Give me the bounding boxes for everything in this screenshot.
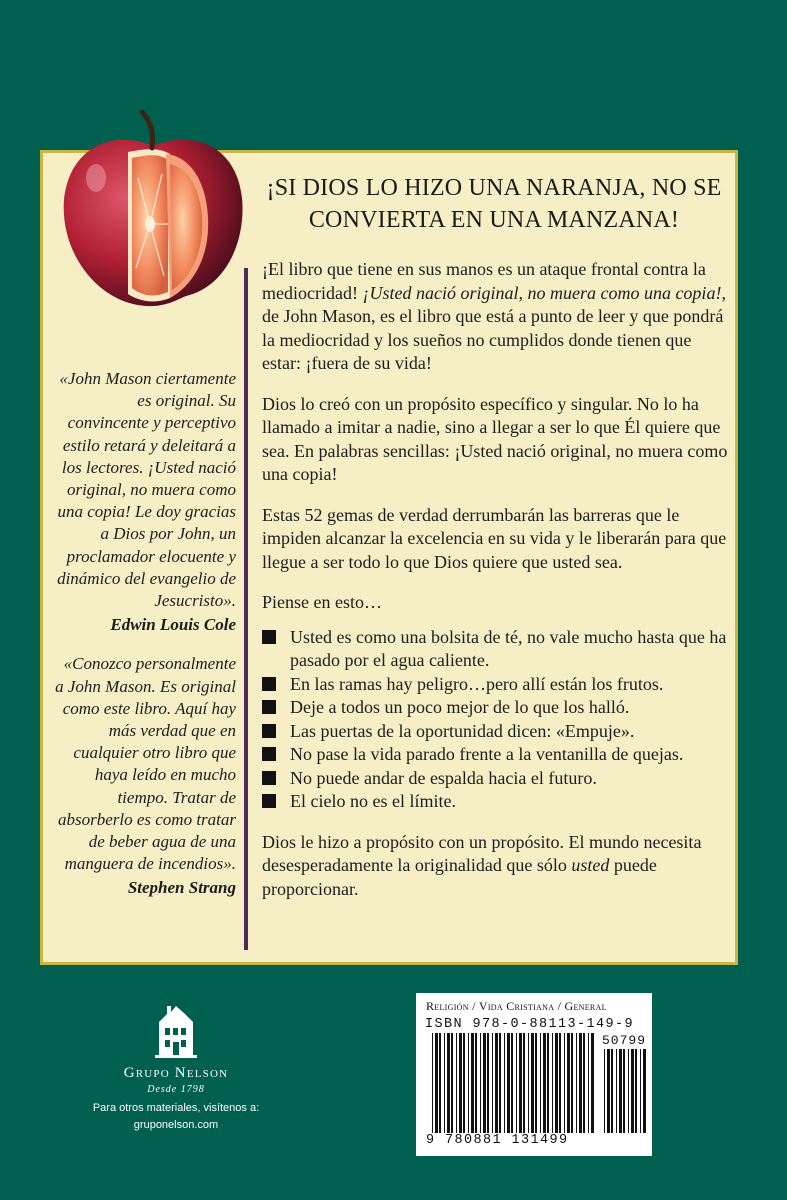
bullet-item: No pase la vida parado frente a la ventanilla de quejas. bbox=[262, 743, 732, 767]
barcode-bar bbox=[528, 1033, 529, 1133]
website-url: gruponelson.com bbox=[133, 1119, 219, 1131]
gems-paragraph: Estas 52 gemas de verdad derrumbarán las barreras que le impiden alcanzar la excelencia en su vida y le liberarán para que llegue a ser todo lo que Dios quiere que usted sea. bbox=[262, 504, 727, 572]
barcode-bar bbox=[635, 1049, 637, 1133]
barcode-bar bbox=[571, 1033, 573, 1133]
barcode-box bbox=[416, 993, 652, 1156]
barcode-bar bbox=[468, 1033, 469, 1133]
endorsement-quote: «John Mason ciertamente es original. Su convincente y perceptivo estilo retará y deleitará a los lectores. ¡Usted nació original, no muera como una copia! Le doy gracias a Dios por John, un proclamador elocuente y dinámico del evangelio de Jesucristo». bbox=[57, 369, 236, 611]
barcode-bar bbox=[535, 1033, 537, 1133]
barcode-bar bbox=[516, 1033, 517, 1133]
bullet-item: En las ramas hay peligro…pero allí están los frutos. bbox=[262, 673, 732, 697]
closing-paragraph: Dios le hizo a propósito con un propósito. El mundo necesita desesperadamente la originalidad que sólo usted puede proporcionar. bbox=[262, 831, 702, 899]
website-label: Para otros materiales, visítenos a: bbox=[92, 1102, 260, 1114]
bullet-item: El cielo no es el límite. bbox=[262, 790, 732, 814]
barcode-bar bbox=[628, 1049, 629, 1133]
barcode-bar bbox=[640, 1049, 641, 1133]
barcode-bar bbox=[492, 1033, 493, 1133]
barcode-bar bbox=[456, 1033, 457, 1133]
barcode-bar bbox=[588, 1033, 589, 1133]
barcode-bar bbox=[555, 1033, 558, 1133]
publisher-logo bbox=[92, 1000, 260, 1095]
barcode-bar bbox=[531, 1033, 534, 1133]
barcode-bar bbox=[583, 1033, 585, 1133]
barcode-bar bbox=[511, 1033, 513, 1133]
barcode-bar bbox=[451, 1033, 453, 1133]
purpose-paragraph: Dios lo creó con un propósito específico y singular. No lo ha llamado a imitar a nadie, sino a llegar a ser lo que Él quiere que sea. En palabras sencillas: ¡Usted nació original, no muera como una copia! bbox=[262, 393, 728, 484]
barcode-bar bbox=[507, 1033, 510, 1133]
publisher-since: Desde 1798 bbox=[147, 1084, 205, 1095]
barcode-bar bbox=[519, 1033, 522, 1133]
barcode-bar bbox=[499, 1033, 501, 1133]
barcode-bar bbox=[495, 1033, 498, 1133]
barcode-bar bbox=[540, 1033, 541, 1133]
barcode-bar bbox=[483, 1033, 486, 1133]
apple-orange-illustration bbox=[58, 108, 248, 308]
barcode-bar bbox=[616, 1049, 617, 1133]
bullet-list bbox=[262, 626, 732, 814]
description bbox=[262, 258, 732, 918]
barcode-bar bbox=[552, 1033, 553, 1133]
barcode-bar bbox=[564, 1033, 565, 1133]
barcode-bar bbox=[591, 1033, 594, 1133]
barcode-bar bbox=[576, 1033, 577, 1133]
barcode-bar bbox=[523, 1033, 525, 1133]
endorsement-quote: «Conozco personalmente a John Mason. Es original como este libro. Aquí hay más verdad que en cualquier otro libro que haya leído en mucho tiempo. Tratar de absorberlo es como tratar de beber agua de una manguera de incendios». bbox=[55, 654, 236, 874]
book-title: ¡Usted nació original, no muera como una copia! bbox=[362, 282, 722, 303]
price-code: 50799 bbox=[602, 1033, 647, 1048]
barcode-bar bbox=[432, 1033, 433, 1133]
publisher-website bbox=[72, 1100, 280, 1134]
bullet-item: Las puertas de la oportunidad dicen: «Empuje». bbox=[262, 720, 732, 744]
publisher-name: Grupo Nelson bbox=[123, 1065, 229, 1081]
castle-logo-icon bbox=[153, 1000, 199, 1058]
think-label: Piense en esto… bbox=[262, 592, 382, 612]
barcode-bar bbox=[623, 1049, 625, 1133]
ean-digits: 9 780881 131499 bbox=[426, 1133, 569, 1148]
barcode-bar bbox=[604, 1049, 605, 1133]
barcode-bar bbox=[447, 1033, 450, 1133]
barcode-bar bbox=[567, 1033, 570, 1133]
barcode-bar bbox=[579, 1033, 582, 1133]
barcode-bar bbox=[547, 1033, 549, 1133]
barcode-bar bbox=[543, 1033, 546, 1133]
barcode-bar bbox=[504, 1033, 505, 1133]
barcode-bar bbox=[611, 1049, 613, 1133]
vertical-divider bbox=[244, 268, 248, 950]
barcode-bar bbox=[463, 1033, 465, 1133]
endorsement-author: Edwin Louis Cole bbox=[110, 615, 236, 635]
barcode-bar bbox=[439, 1033, 441, 1133]
barcode-addon-bars bbox=[604, 1049, 648, 1133]
isbn-text: ISBN 978-0-88113-149-9 bbox=[425, 1017, 635, 1032]
endorsement-author: Stephen Strang bbox=[127, 878, 236, 898]
barcode-bar bbox=[487, 1033, 489, 1133]
barcode-bar bbox=[435, 1033, 438, 1133]
barcode-bar bbox=[444, 1033, 445, 1133]
category-label: Religión / Vida Cristiana / General bbox=[426, 999, 607, 1013]
barcode-bar bbox=[559, 1033, 561, 1133]
bullet-item: Usted es como una bolsita de té, no vale mucho hasta que ha pasado por el agua caliente. bbox=[262, 626, 732, 673]
bullet-item: No puede andar de espalda hacia el futuro. bbox=[262, 767, 732, 791]
headline: ¡SI DIOS LO HIZO UNA NARANJA, NO SE CONVIERTA EN UNA MANZANA! bbox=[266, 175, 722, 233]
bullet-item: Deje a todos un poco mejor de lo que los halló. bbox=[262, 696, 732, 720]
barcode-bar bbox=[480, 1033, 481, 1133]
barcode-bar bbox=[607, 1049, 610, 1133]
barcode-bars bbox=[432, 1033, 596, 1133]
barcode-bar bbox=[631, 1049, 634, 1133]
barcode-bar bbox=[619, 1049, 622, 1133]
barcode-bar bbox=[459, 1033, 462, 1133]
barcode-bar bbox=[475, 1033, 477, 1133]
barcode-bar bbox=[643, 1049, 646, 1133]
barcode-bar bbox=[471, 1033, 474, 1133]
endorsements bbox=[52, 368, 236, 900]
intro-paragraph: ¡El libro que tiene en sus manos es un ataque frontal contra la mediocridad! ¡Usted nació original, no muera como una copia!, de John Mason, es el libro que está a punto de leer y que pondrá la mediocridad y los sueños no cumplidos donde tienen que estar: ¡fuera de su vida! bbox=[262, 259, 726, 373]
